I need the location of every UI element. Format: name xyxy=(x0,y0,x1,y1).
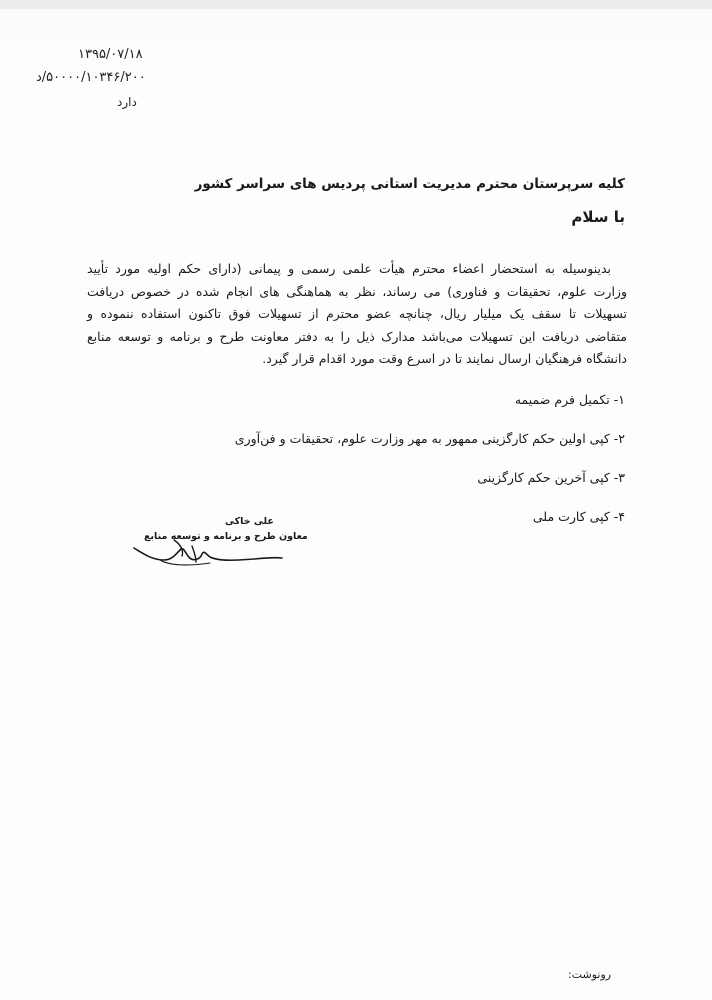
letter-attachment: دارد xyxy=(117,95,137,109)
signatory-title: معاون طرح و برنامه و توسعه منابع xyxy=(144,531,308,542)
list-item: ۱- تکمیل فرم ضمیمه xyxy=(514,392,625,407)
list-item: ۴- کپی کارت ملی xyxy=(532,509,625,524)
letter-number: ۵۰۰۰۰/۱۰۳۴۶/۲۰۰/د xyxy=(36,70,146,85)
handwritten-signature xyxy=(130,510,290,580)
list-item: ۲- کپی اولین حکم کارگزینی ممهور به مهر وزارت علوم، تحقیقات و فن‌آوری xyxy=(234,431,625,446)
list-item: ۳- کپی آخرین حکم کارگزینی xyxy=(477,470,625,485)
signatory-name: علی خاکی xyxy=(225,516,274,527)
scan-top-edge xyxy=(0,0,712,9)
body-line: متقاضی دریافت این تسهیلات می‌باشد مدارک ذیل را به دفتر معاونت طرح و برنامه و توسعه منابع xyxy=(87,328,627,344)
body-line: تسهیلات تا سقف یک میلیار ریال، چنانچه عضو محترم از تسهیلات فوق تاکنون استفاده ننموده و xyxy=(87,306,627,322)
required-documents-list xyxy=(235,388,625,544)
letter-date: ۱۳۹۵/۰۷/۱۸ xyxy=(78,47,143,62)
letter-body xyxy=(87,258,627,371)
letter-recipient: کلیه سرپرستان محترم مدیریت استانی پردیس های سراسر کشور xyxy=(194,176,625,192)
body-line: بدینوسیله به استحضار اعضاء محترم هیأت علمی رسمی و پیمانی (دارای حکم اولیه مورد تأیید xyxy=(87,261,611,276)
body-line: وزارت علوم، تحقیقات و فناوری) می رساند، نظر به هماهنگی های انجام شده در خصوص دریافت xyxy=(87,283,627,299)
body-line: دانشگاه فرهنگیان ارسال نمایند تا در اسرع وقت مورد اقدام قرار گیرد. xyxy=(262,351,627,367)
carbon-copy-label: رونوشت: xyxy=(568,968,612,981)
letter-greeting: با سلام xyxy=(571,208,625,226)
